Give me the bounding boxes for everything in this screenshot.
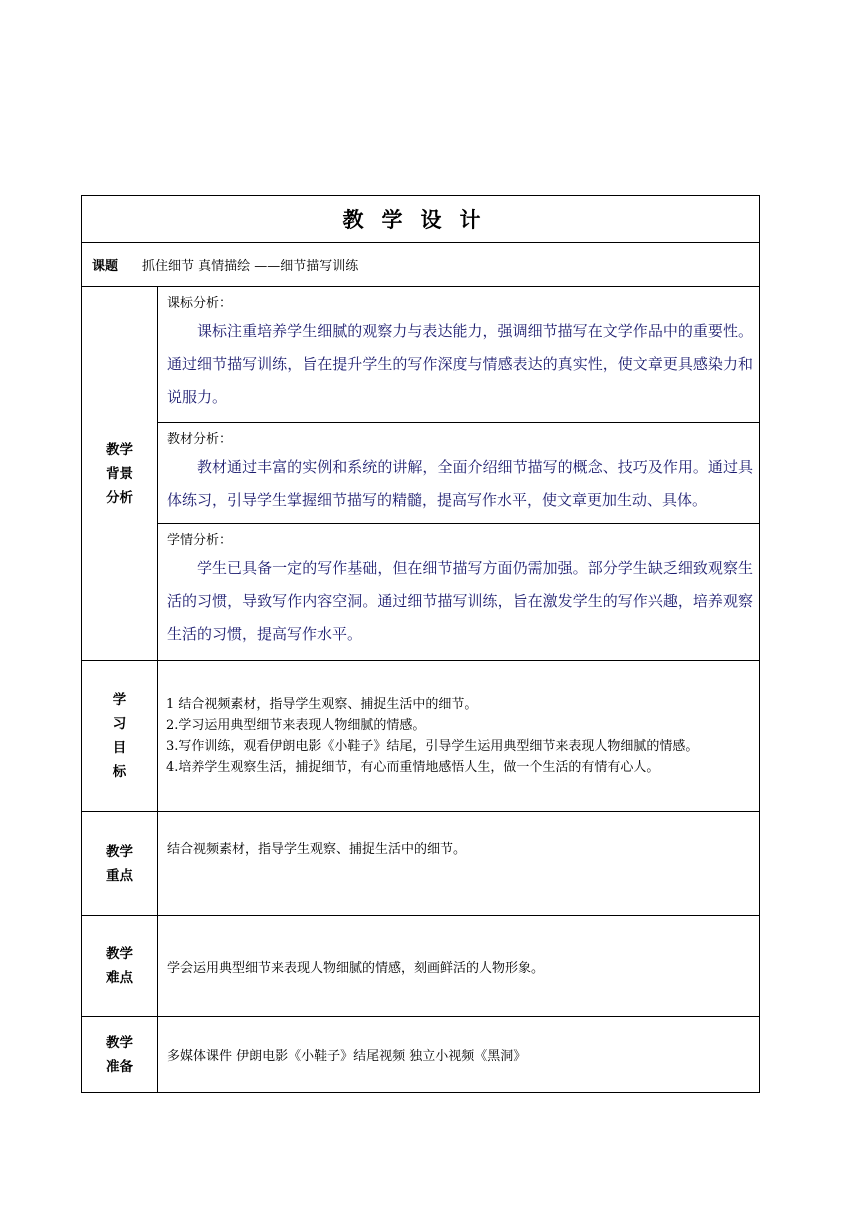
- difficulties-text: 学会运用典型细节来表现人物细腻的情感，刻画鲜活的人物形象。: [158, 916, 760, 1017]
- goals-label-line: 目: [112, 740, 127, 756]
- goals-label-line: 学: [112, 692, 127, 708]
- student-analysis-text: 学生已具备一定的写作基础，但在细节描写方面仍需加强。部分学生缺乏细致观察生活的习惯，导致写作内容空洞。通过细节描写训练，旨在激发学生的写作兴趣，培养观察生活的习惯，提高写作水平。: [167, 559, 753, 643]
- preparation-label: [82, 1017, 158, 1093]
- background-label-line: 教学: [106, 441, 133, 458]
- background-label-line: 背景: [106, 465, 133, 482]
- topic-text: 抓住细节 真情描绘 ——细节描写训练: [142, 259, 359, 274]
- textbook-analysis-text: 教材通过丰富的实例和系统的讲解，全面介绍细节描写的概念、技巧及作用。通过具体练习，引导学生掌握细节描写的精髓，提高写作水平，使文章更加生动、具体。: [167, 458, 753, 509]
- goal-item: 4.培养学生观察生活，捕捉细节，有心而重情地感悟人生，做一个生活的有情有心人。: [166, 760, 660, 775]
- key-points-label: [82, 812, 158, 916]
- student-analysis-cell: [158, 524, 760, 661]
- document-title: 教学设计: [82, 196, 760, 243]
- preparation-label-line: 准备: [106, 1058, 133, 1075]
- curriculum-analysis-text: 课标注重培养学生细腻的观察力与表达能力，强调细节描写在文学作品中的重要性。通过细节描写训练，旨在提升学生的写作深度与情感表达的真实性，使文章更具感染力和说服力。: [167, 322, 753, 406]
- difficulties-label: [82, 916, 158, 1017]
- goals-label-line: 标: [112, 764, 127, 780]
- curriculum-analysis-heading: 课标分析：: [167, 296, 233, 311]
- topic-label: 课题: [92, 259, 119, 274]
- goals-label: [82, 661, 158, 812]
- textbook-analysis-heading: 教材分析：: [167, 432, 233, 447]
- lesson-design-table: [81, 195, 760, 1093]
- key-points-text: 结合视频素材，指导学生观察、捕捉生活中的细节。: [158, 812, 760, 916]
- preparation-label-line: 教学: [106, 1034, 133, 1051]
- key-points-label-line: 教学: [106, 843, 133, 860]
- goals-cell: [158, 661, 760, 812]
- goal-item: 3.写作训练，观看伊朗电影《小鞋子》结尾，引导学生运用典型细节来表现人物细腻的情感。: [166, 739, 699, 754]
- goal-item: 1 结合视频素材，指导学生观察、捕捉生活中的细节。: [166, 697, 478, 712]
- background-label-line: 分析: [106, 489, 133, 506]
- difficulties-label-line: 教学: [106, 946, 133, 962]
- goals-label-line: 习: [112, 716, 127, 732]
- curriculum-analysis-cell: [158, 287, 760, 423]
- student-analysis-heading: 学情分析：: [167, 533, 233, 548]
- goal-item: 2.学习运用典型细节来表现人物细腻的情感。: [166, 718, 426, 733]
- key-points-label-line: 重点: [106, 867, 133, 884]
- background-label: [82, 287, 158, 661]
- textbook-analysis-cell: [158, 423, 760, 524]
- preparation-text: 多媒体课件 伊朗电影《小鞋子》结尾视频 独立小视频《黑洞》: [158, 1017, 760, 1093]
- difficulties-label-line: 难点: [106, 970, 133, 986]
- topic-row: [82, 243, 760, 287]
